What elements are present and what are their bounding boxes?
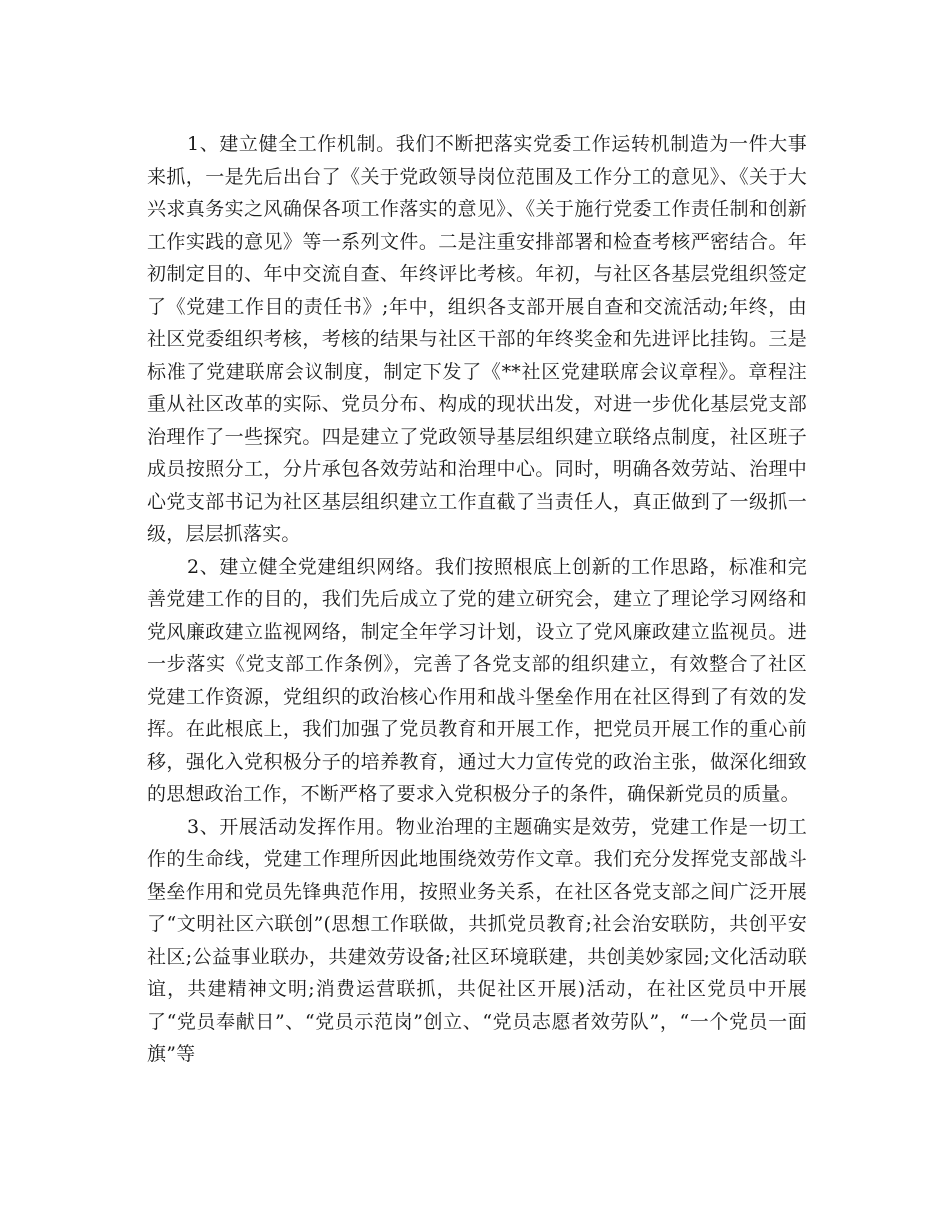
paragraph-party-network: 2、建立健全党建组织网络。我们按照根底上创新的工作思路，标准和完善党建工作的目的，我们先后成立了党的建立研究会，建立了理论学习网络和党风廉政建立监视网络，制定全年学习计划，设立了党风廉政建立监视员。进一步落实《党支部工作条例》，完善了各党支部的组织建立，有效整合了社区党建工作资源，党组织的政治核心作用和战斗堡垒作用在社区得到了有效的发挥。在此根底上，我们加强了党员教育和开展工作，把党员开展工作的重心前移，强化入党积极分子的培养教育，通过大力宣传党的政治主张，做深化细致的思想政治工作，不断严格了要求入党积极分子的条件，确保新党员的质量。 [147,555,807,805]
paragraph-work-mechanism: 1、建立健全工作机制。我们不断把落实党委工作运转机制造为一件大事来抓，一是先后出台了《关于党政领导岗位范围及工作分工的意见》、《关于大兴求真务实之风确保各项工作落实的意见》、《关于施行党委工作责任制和创新工作实践的意见》等一系列文件。二是注重安排部署和检查考核严密结合。年初制定目的、年中交流自查、年终评比考核。年初，与社区各基层党组织签定了《党建工作目的责任书》;年中，组织各支部开展自查和交流活动;年终，由社区党委组织考核，考核的结果与社区干部的年终奖金和先进评比挂钩。三是标准了党建联席会议制度，制定下发了《**社区党建联席会议章程》。章程注重从社区改革的实际、党员分布、构成的现状出发，对进一步优化基层党支部治理作了一些探究。四是建立了党政领导基层组织建立联络点制度，社区班子成员按照分工，分片承包各效劳站和治理中心。同时，明确各效劳站、治理中心党支部书记为社区基层组织建立工作直截了当责任人，真正做到了一级抓一级，层层抓落实。 [147,133,807,545]
document-body [147,128,807,1071]
paragraph-activities: 3、开展活动发挥作用。物业治理的主题确实是效劳，党建工作是一切工作的生命线，党建工作理所因此地围绕效劳作文章。我们充分发挥党支部战斗堡垒作用和党员先锋典范作用，按照业务关系，在社区各党支部之间广泛开展了“文明社区六联创”(思想工作联做，共抓党员教育;社会治安联防，共创平安社区;公益事业联办，共建效劳设备;社区环境联建，共创美妙家园;文化活动联谊，共建精神文明;消费运营联抓，共促社区开展)活动，在社区党员中开展了“党员奉献日”、“党员示范岗”创立、“党员志愿者效劳队”，“一个党员一面旗”等 [147,815,807,1065]
